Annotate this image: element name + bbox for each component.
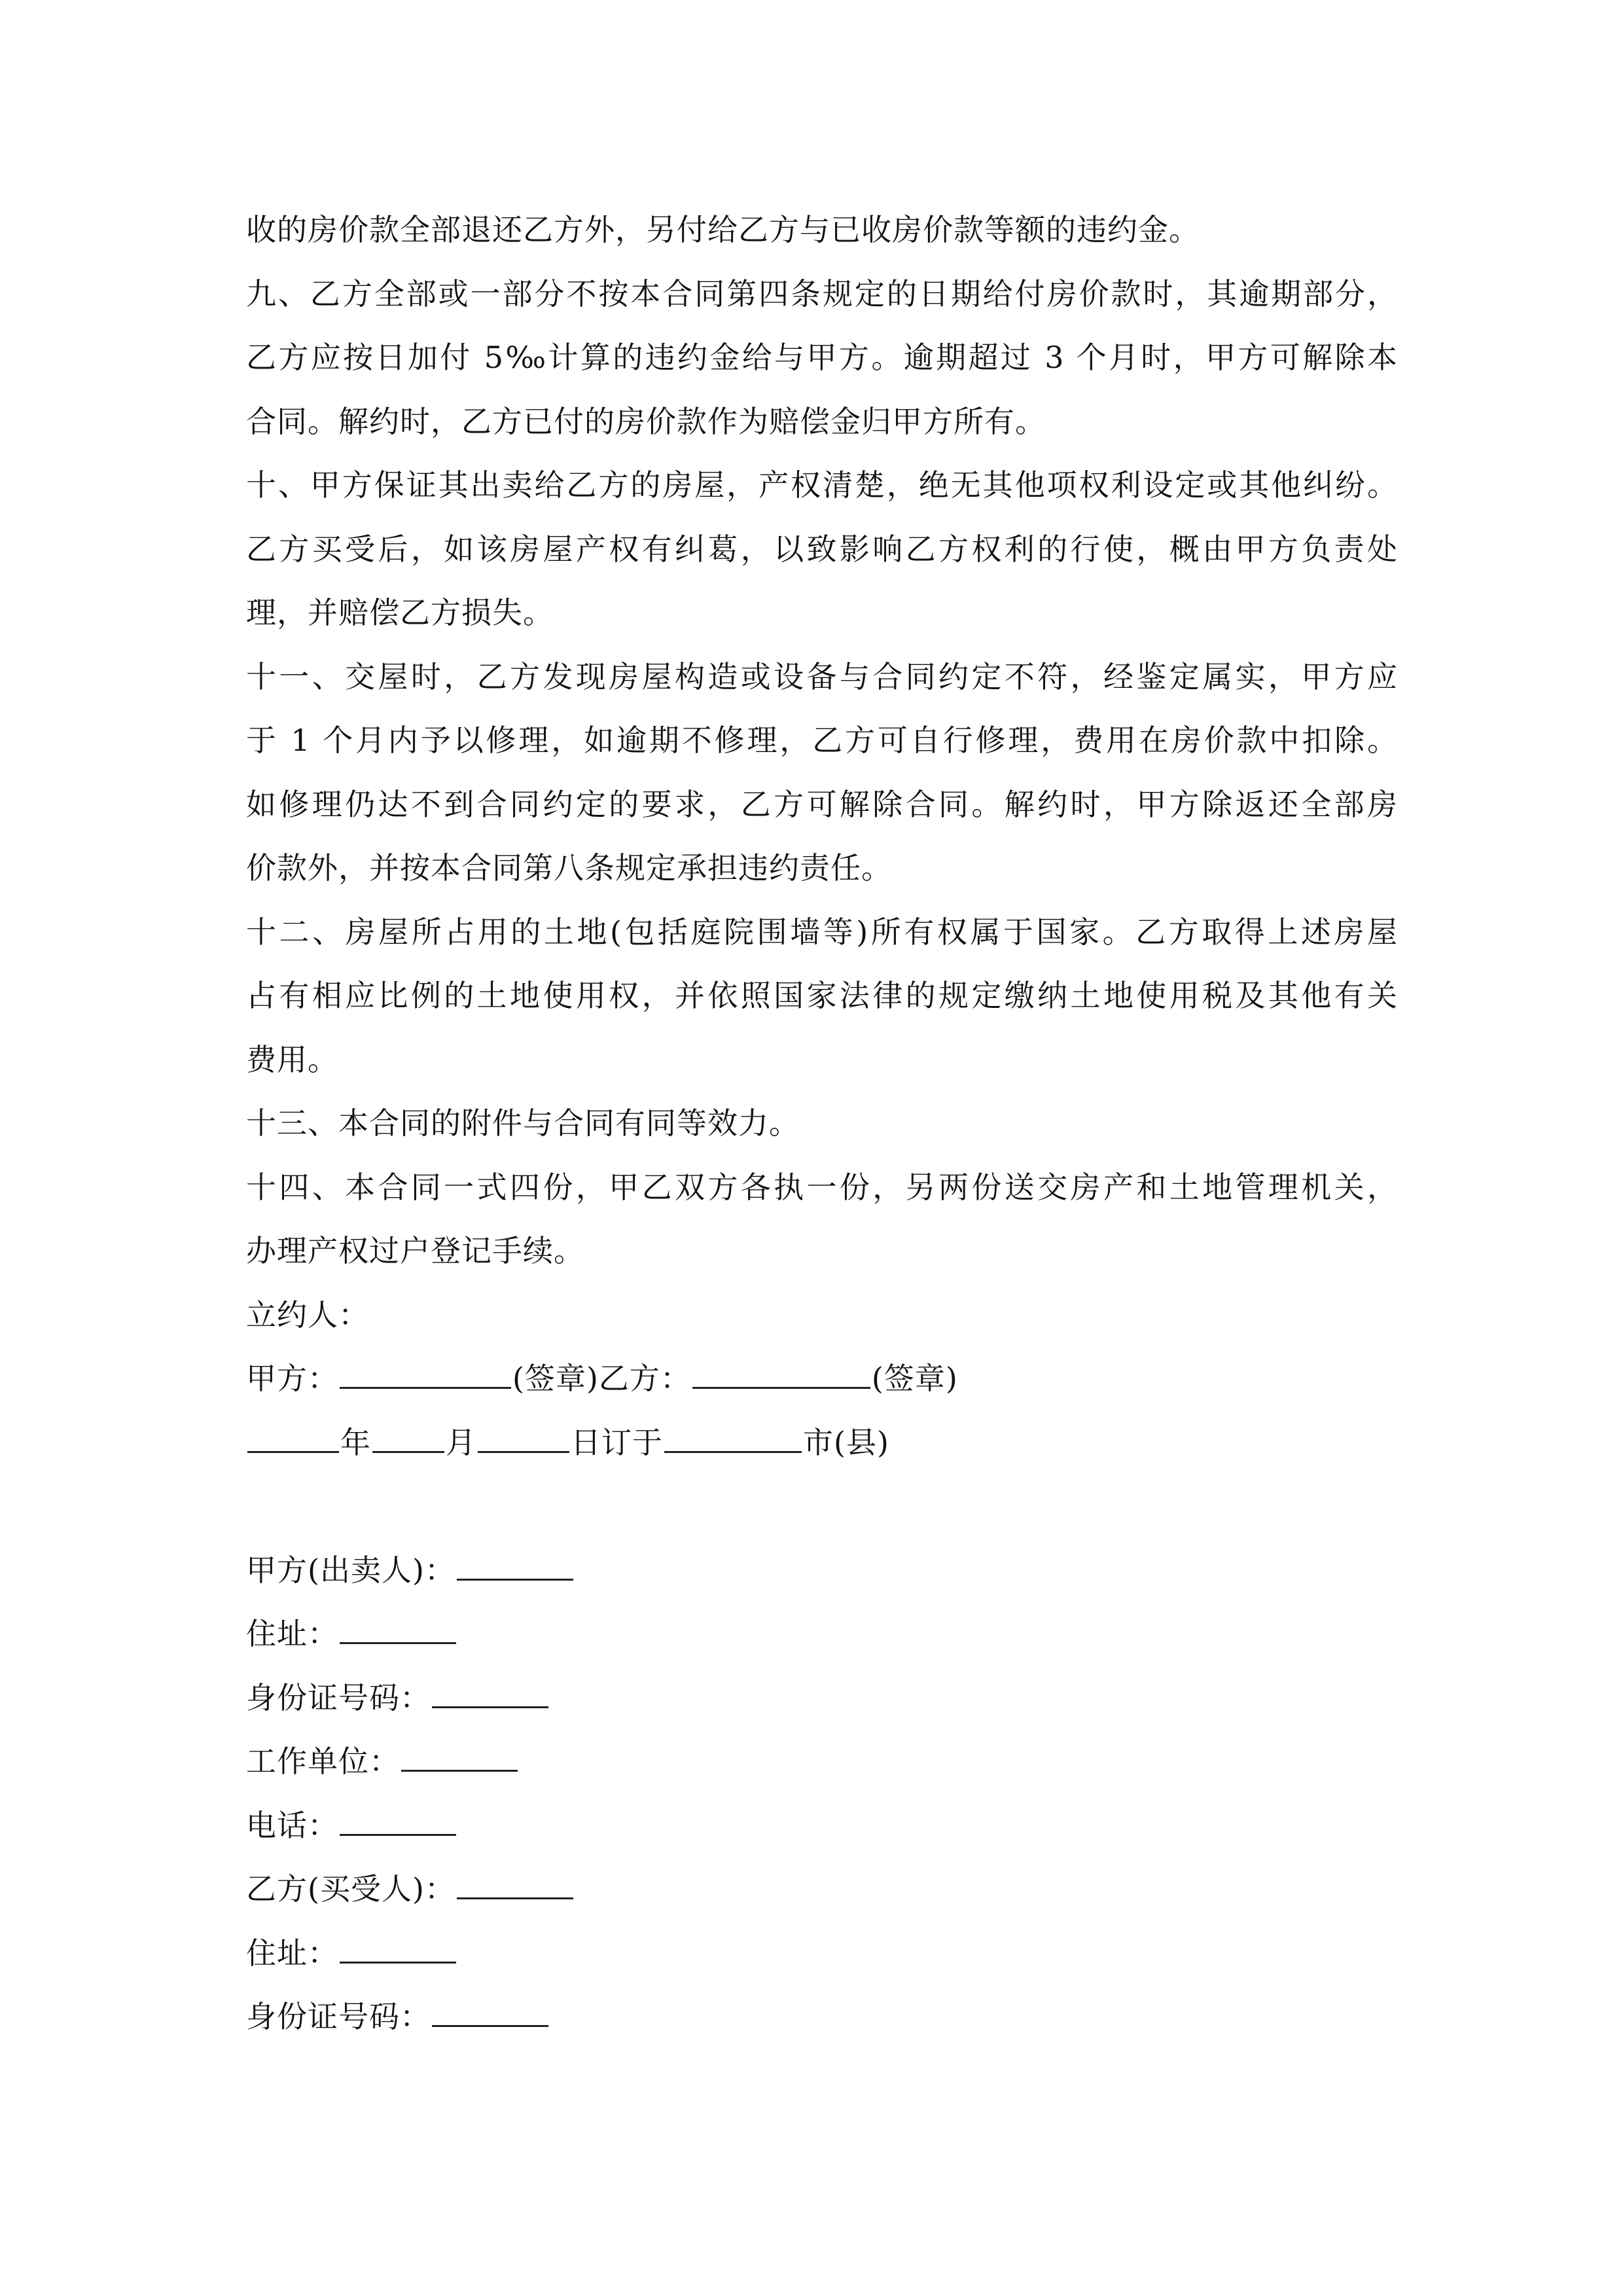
section-spacer: [246, 1475, 1398, 1539]
clause-10-line-2: 乙方买受后，如该房屋产权有纠葛，以致影响乙方权利的行使，概由甲方负责处: [246, 531, 1398, 567]
clause-11-line-3: 如修理仍达不到合同约定的要求，乙方可解除合同。解约时，甲方除返还全部房: [246, 786, 1398, 822]
seller-id-blank: [432, 1683, 548, 1708]
clause-13: 十三、本合同的附件与合同有同等效力。: [246, 1105, 800, 1141]
city-blank: [664, 1427, 802, 1453]
seller-title-row: [246, 1539, 1398, 1603]
seller-title-label: 甲方(出卖人)：: [246, 1552, 455, 1588]
party-a-seal-label: (签章): [512, 1361, 599, 1396]
seller-employer-label: 工作单位：: [246, 1744, 400, 1779]
clause-12-line-2: 占有相应比例的土地使用权，并依照国家法律的规定缴纳土地使用税及其他有关: [246, 978, 1398, 1013]
clause-14-line-2: 办理产权过户登记手续。: [246, 1233, 584, 1268]
signatories-label: 立约人：: [246, 1297, 369, 1333]
seller-address-blank: [340, 1619, 456, 1644]
buyer-name-blank: [457, 1874, 573, 1899]
buyer-address-blank: [340, 1938, 456, 1964]
buyer-id-label: 身份证号码：: [246, 1999, 431, 2034]
party-b-seal-label: (签章): [871, 1361, 958, 1396]
clause-14-line-1: 十四、本合同一式四份，甲乙双方各执一份，另两份送交房产和土地管理机关，: [246, 1169, 1398, 1205]
buyer-address-label: 住址：: [246, 1935, 338, 1971]
year-label: 年: [340, 1424, 371, 1460]
clause-10-line-3: 理，并赔偿乙方损失。: [246, 595, 554, 630]
buyer-address-row: [246, 1922, 1398, 1986]
buyer-title-row: [246, 1857, 1398, 1922]
seller-id-label: 身份证号码：: [246, 1679, 431, 1715]
city-label: 市(县): [803, 1424, 889, 1460]
seller-name-blank: [457, 1555, 573, 1581]
clause-8-tail: 收的房价款全部退还乙方外，另付给乙方与已收房价款等额的违约金。: [246, 212, 1200, 247]
buyer-id-blank: [432, 2001, 548, 2027]
clause-9-line-1: 九、乙方全部或一部分不按本合同第四条规定的日期给付房价款时，其逾期部分，: [246, 276, 1398, 312]
month-label: 月: [446, 1424, 476, 1460]
seller-id-row: [246, 1666, 1398, 1731]
seller-employer-row: [246, 1730, 1398, 1794]
clause-10-line-1: 十、甲方保证其出卖给乙方的房屋，产权清楚，绝无其他项权利设定或其他纠纷。: [246, 467, 1398, 503]
seller-phone-blank: [340, 1810, 456, 1836]
seller-address-label: 住址：: [246, 1616, 338, 1651]
clause-11-line-1: 十一、交屋时，乙方发现房屋构造或设备与合同约定不符，经鉴定属实，甲方应: [246, 658, 1398, 694]
year-blank: [247, 1427, 339, 1453]
clause-9-line-2: 乙方应按日加付 5‰计算的违约金给与甲方。逾期超过 3 个月时，甲方可解除本: [246, 340, 1398, 375]
party-b-signature-blank: [692, 1363, 870, 1389]
seller-address-row: [246, 1602, 1398, 1666]
month-blank: [372, 1427, 444, 1453]
signature-line: [246, 1347, 1398, 1411]
seller-phone-label: 电话：: [246, 1807, 338, 1843]
buyer-id-row: [246, 1985, 1398, 2049]
clause-11-line-2: 于 1 个月内予以修理，如逾期不修理，乙方可自行修理，费用在房价款中扣除。: [246, 723, 1398, 758]
clause-12-line-3: 费用。: [246, 1041, 338, 1077]
seller-phone-row: [246, 1794, 1398, 1858]
date-place-line: [246, 1411, 1398, 1475]
day-blank: [478, 1427, 569, 1453]
party-b-label: 乙方：: [598, 1361, 691, 1396]
clause-9-line-3: 合同。解约时，乙方已付的房价款作为赔偿金归甲方所有。: [246, 403, 1046, 439]
buyer-title-label: 乙方(买受人)：: [246, 1871, 455, 1907]
party-a-signature-blank: [340, 1363, 511, 1389]
contract-body: [246, 198, 1398, 2049]
party-a-label: 甲方：: [246, 1361, 338, 1396]
seller-employer-blank: [401, 1746, 518, 1772]
clause-12-line-1: 十二、房屋所占用的土地(包括庭院围墙等)所有权属于国家。乙方取得上述房屋: [246, 914, 1398, 950]
day-signed-label: 日订于: [571, 1424, 663, 1460]
clause-11-line-4: 价款外，并按本合同第八条规定承担违约责任。: [246, 850, 892, 886]
